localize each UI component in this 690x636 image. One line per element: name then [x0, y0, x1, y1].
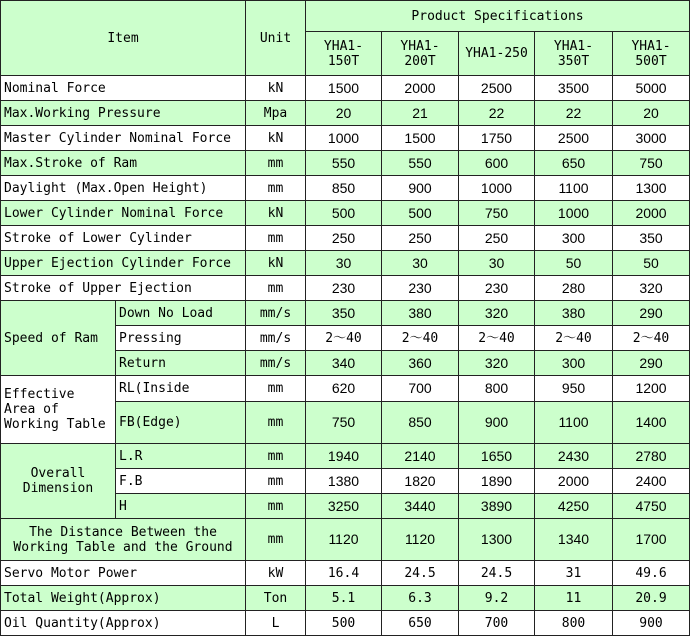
value-cell: 650	[535, 151, 613, 176]
row-unit: mm	[246, 402, 306, 444]
table-row	[1, 519, 690, 561]
value-cell: 1300	[613, 176, 690, 201]
value-cell: 900	[459, 402, 535, 444]
value-cell: 290	[613, 351, 690, 376]
value-cell: 900	[382, 176, 459, 201]
value-cell: 300	[535, 226, 613, 251]
value-cell: 650	[382, 611, 459, 636]
value-cell: 800	[535, 611, 613, 636]
table-row	[1, 276, 690, 301]
value-cell: 22	[459, 101, 535, 126]
table-row	[1, 151, 690, 176]
value-cell: 340	[306, 351, 382, 376]
row-unit: mm	[246, 494, 306, 519]
value-cell: 30	[382, 251, 459, 276]
value-cell: 950	[535, 376, 613, 402]
value-cell: 750	[459, 201, 535, 226]
row-unit: kW	[246, 561, 306, 586]
value-cell: 800	[459, 376, 535, 402]
row-unit: kN	[246, 126, 306, 151]
row-unit: mm	[246, 376, 306, 402]
row-label: Nominal Force	[1, 76, 246, 101]
value-cell: 500	[306, 611, 382, 636]
table-row	[1, 251, 690, 276]
value-cell: 2140	[382, 444, 459, 469]
group-label-speed-of-ram: Speed of Ram	[1, 301, 116, 376]
row-sublabel: Pressing	[116, 326, 246, 351]
value-cell: 1700	[613, 519, 690, 561]
value-cell: 1000	[459, 176, 535, 201]
value-cell: 2000	[613, 201, 690, 226]
table-row	[1, 176, 690, 201]
row-unit: kN	[246, 251, 306, 276]
value-cell: 700	[459, 611, 535, 636]
value-cell: 750	[306, 402, 382, 444]
model-header-1: YHA1- 200T	[382, 32, 459, 76]
value-cell: 320	[459, 351, 535, 376]
table-row	[1, 126, 690, 151]
model-header-0: YHA1- 150T	[306, 32, 382, 76]
value-cell: 280	[535, 276, 613, 301]
value-cell: 620	[306, 376, 382, 402]
value-cell: 750	[613, 151, 690, 176]
row-label: Servo Motor Power	[1, 561, 246, 586]
row-unit: mm	[246, 469, 306, 494]
value-cell: 1750	[459, 126, 535, 151]
value-cell: 1500	[306, 76, 382, 101]
row-sublabel: H	[116, 494, 246, 519]
row-unit: mm	[246, 226, 306, 251]
row-unit: mm	[246, 151, 306, 176]
value-cell: 320	[613, 276, 690, 301]
value-cell: 1120	[306, 519, 382, 561]
value-cell: 22	[535, 101, 613, 126]
value-cell: 2～40	[306, 326, 382, 351]
row-unit: Mpa	[246, 101, 306, 126]
value-cell: 30	[459, 251, 535, 276]
value-cell: 700	[382, 376, 459, 402]
row-label: Master Cylinder Nominal Force	[1, 126, 246, 151]
row-unit: mm	[246, 444, 306, 469]
group-label-effective-area: Effective Area of Working Table	[1, 376, 116, 444]
value-cell: 16.4	[306, 561, 382, 586]
value-cell: 550	[306, 151, 382, 176]
value-cell: 20	[306, 101, 382, 126]
value-cell: 290	[613, 301, 690, 326]
header-product-specifications: Product Specifications	[306, 1, 690, 32]
value-cell: 2～40	[535, 326, 613, 351]
value-cell: 1890	[459, 469, 535, 494]
value-cell: 320	[459, 301, 535, 326]
value-cell: 1000	[306, 126, 382, 151]
row-unit: mm	[246, 519, 306, 561]
value-cell: 30	[306, 251, 382, 276]
header-unit: Unit	[246, 1, 306, 76]
value-cell: 2500	[535, 126, 613, 151]
row-unit: mm	[246, 176, 306, 201]
value-cell: 360	[382, 351, 459, 376]
row-label: Max.Working Pressure	[1, 101, 246, 126]
row-label: Max.Stroke of Ram	[1, 151, 246, 176]
value-cell: 1940	[306, 444, 382, 469]
value-cell: 2～40	[613, 326, 690, 351]
value-cell: 380	[535, 301, 613, 326]
value-cell: 3440	[382, 494, 459, 519]
model-header-3: YHA1- 350T	[535, 32, 613, 76]
value-cell: 3890	[459, 494, 535, 519]
value-cell: 1100	[535, 176, 613, 201]
row-sublabel: F.B	[116, 469, 246, 494]
value-cell: 2～40	[382, 326, 459, 351]
group-label-overall-dimension: Overall Dimension	[1, 444, 116, 519]
value-cell: 1400	[613, 402, 690, 444]
value-cell: 550	[382, 151, 459, 176]
row-unit: kN	[246, 76, 306, 101]
table-row	[1, 376, 690, 402]
value-cell: 24.5	[382, 561, 459, 586]
value-cell: 2000	[535, 469, 613, 494]
value-cell: 1380	[306, 469, 382, 494]
value-cell: 9.2	[459, 586, 535, 611]
value-cell: 5000	[613, 76, 690, 101]
row-sublabel: Return	[116, 351, 246, 376]
value-cell: 2780	[613, 444, 690, 469]
table-row	[1, 226, 690, 251]
value-cell: 380	[382, 301, 459, 326]
value-cell: 230	[382, 276, 459, 301]
value-cell: 1120	[382, 519, 459, 561]
table-row	[1, 101, 690, 126]
row-unit: Ton	[246, 586, 306, 611]
header-item: Item	[1, 1, 246, 76]
row-label: Lower Cylinder Nominal Force	[1, 201, 246, 226]
value-cell: 2400	[613, 469, 690, 494]
table-row	[1, 301, 690, 326]
value-cell: 250	[306, 226, 382, 251]
table-row	[1, 444, 690, 469]
value-cell: 2500	[459, 76, 535, 101]
value-cell: 50	[613, 251, 690, 276]
value-cell: 4750	[613, 494, 690, 519]
row-sublabel: L.R	[116, 444, 246, 469]
value-cell: 230	[459, 276, 535, 301]
value-cell: 6.3	[382, 586, 459, 611]
value-cell: 600	[459, 151, 535, 176]
value-cell: 1650	[459, 444, 535, 469]
value-cell: 5.1	[306, 586, 382, 611]
value-cell: 2～40	[459, 326, 535, 351]
value-cell: 1340	[535, 519, 613, 561]
row-sublabel: Down No Load	[116, 301, 246, 326]
value-cell: 500	[382, 201, 459, 226]
row-unit: mm/s	[246, 326, 306, 351]
value-cell: 1000	[535, 201, 613, 226]
value-cell: 850	[306, 176, 382, 201]
value-cell: 20	[613, 101, 690, 126]
value-cell: 850	[382, 402, 459, 444]
value-cell: 2000	[382, 76, 459, 101]
row-unit: L	[246, 611, 306, 636]
value-cell: 3250	[306, 494, 382, 519]
value-cell: 300	[535, 351, 613, 376]
value-cell: 500	[306, 201, 382, 226]
value-cell: 31	[535, 561, 613, 586]
value-cell: 3000	[613, 126, 690, 151]
value-cell: 2430	[535, 444, 613, 469]
value-cell: 250	[382, 226, 459, 251]
value-cell: 49.6	[613, 561, 690, 586]
table-row	[1, 76, 690, 101]
value-cell: 350	[306, 301, 382, 326]
value-cell: 21	[382, 101, 459, 126]
table-row	[1, 611, 690, 636]
value-cell: 230	[306, 276, 382, 301]
row-label: Upper Ejection Cylinder Force	[1, 251, 246, 276]
model-header-2: YHA1-250	[459, 32, 535, 76]
value-cell: 1500	[382, 126, 459, 151]
value-cell: 4250	[535, 494, 613, 519]
value-cell: 350	[613, 226, 690, 251]
table-row	[1, 586, 690, 611]
value-cell: 250	[459, 226, 535, 251]
row-label: Daylight (Max.Open Height)	[1, 176, 246, 201]
value-cell: 3500	[535, 76, 613, 101]
value-cell: 1300	[459, 519, 535, 561]
value-cell: 1100	[535, 402, 613, 444]
row-label: The Distance Between the Working Table and the Ground	[1, 519, 246, 561]
row-unit: mm/s	[246, 301, 306, 326]
row-label: Oil Quantity(Approx)	[1, 611, 246, 636]
table-row	[1, 201, 690, 226]
value-cell: 900	[613, 611, 690, 636]
value-cell: 20.9	[613, 586, 690, 611]
row-sublabel: FB(Edge)	[116, 402, 246, 444]
row-unit: kN	[246, 201, 306, 226]
value-cell: 1200	[613, 376, 690, 402]
row-unit: mm/s	[246, 351, 306, 376]
value-cell: 11	[535, 586, 613, 611]
row-label: Total Weight(Approx)	[1, 586, 246, 611]
row-unit: mm	[246, 276, 306, 301]
row-label: Stroke of Upper Ejection	[1, 276, 246, 301]
row-sublabel: RL(Inside	[116, 376, 246, 402]
row-label: Stroke of Lower Cylinder	[1, 226, 246, 251]
value-cell: 24.5	[459, 561, 535, 586]
value-cell: 1820	[382, 469, 459, 494]
model-header-4: YHA1- 500T	[613, 32, 690, 76]
table-row	[1, 561, 690, 586]
value-cell: 50	[535, 251, 613, 276]
